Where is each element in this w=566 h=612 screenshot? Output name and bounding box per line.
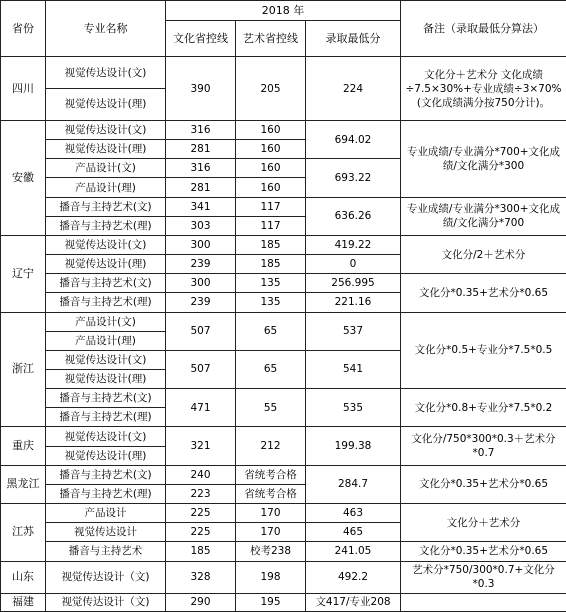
table-row [1, 542, 566, 561]
table-row [1, 427, 566, 446]
header-culture-line: 文化省控线 [166, 21, 236, 57]
min-score-cell: 0 [306, 255, 401, 274]
min-score-cell: 224 [306, 57, 401, 121]
art-line-cell: 校考238 [236, 542, 306, 561]
major-cell: 产品设计(文) [46, 159, 166, 178]
culture-line-cell: 328 [166, 561, 236, 593]
culture-line-cell: 300 [166, 235, 236, 254]
min-score-cell: 693.22 [306, 159, 401, 197]
remark-cell [401, 593, 566, 611]
table-row [1, 465, 566, 484]
table-row [1, 120, 566, 139]
art-line-cell: 135 [236, 293, 306, 312]
major-cell: 视觉传达设计（文) [46, 593, 166, 611]
remark-cell: 专业成绩/专业满分*700+文化成绩/文化满分*300 [401, 120, 566, 197]
remark-cell: 文化分*0.35+艺术分*0.65 [401, 274, 566, 312]
min-score-cell: 文417/专业208 [306, 593, 401, 611]
table-row [1, 274, 566, 293]
province-cell: 重庆 [1, 427, 46, 465]
art-line-cell: 212 [236, 427, 306, 465]
major-cell: 播音与主持艺术(文) [46, 197, 166, 216]
province-cell: 江苏 [1, 504, 46, 561]
art-line-cell: 160 [236, 178, 306, 197]
culture-line-cell: 507 [166, 312, 236, 350]
art-line-cell: 135 [236, 274, 306, 293]
culture-line-cell: 223 [166, 484, 236, 503]
header-remarks: 备注（录取最低分算法） [401, 1, 566, 57]
min-score-cell: 636.26 [306, 197, 401, 235]
culture-line-cell: 300 [166, 274, 236, 293]
major-cell: 播音与主持艺术(理) [46, 408, 166, 427]
header-art-line: 艺术省控线 [236, 21, 306, 57]
province-cell: 四川 [1, 57, 46, 121]
remark-cell: 文化分*0.5+专业分*7.5*0.5 [401, 312, 566, 389]
remark-cell: 文化分*0.8+专业分*7.5*0.2 [401, 389, 566, 427]
major-cell: 视觉传达设计 [46, 523, 166, 542]
min-score-cell: 284.7 [306, 465, 401, 503]
culture-line-cell: 240 [166, 465, 236, 484]
art-line-cell: 省统考合格 [236, 484, 306, 503]
major-cell: 视觉传达设计(文) [46, 350, 166, 369]
culture-line-cell: 281 [166, 178, 236, 197]
culture-line-cell: 281 [166, 140, 236, 159]
art-line-cell: 160 [236, 140, 306, 159]
header-province: 省份 [1, 1, 46, 57]
table-row [1, 593, 566, 611]
culture-line-cell: 507 [166, 350, 236, 388]
major-cell: 播音与主持艺术(理) [46, 216, 166, 235]
header-year: 2018 年 [166, 1, 401, 21]
major-cell: 播音与主持艺术 [46, 542, 166, 561]
province-cell: 浙江 [1, 312, 46, 427]
table-row [1, 312, 566, 331]
province-cell: 黑龙江 [1, 465, 46, 503]
min-score-cell: 463 [306, 504, 401, 523]
major-cell: 视觉传达设计(理) [46, 369, 166, 388]
major-cell: 产品设计(理) [46, 178, 166, 197]
min-score-cell: 221.16 [306, 293, 401, 312]
art-line-cell: 170 [236, 523, 306, 542]
major-cell: 视觉传达设计(文) [46, 57, 166, 88]
remark-cell: 专业成绩/专业满分*300+文化成绩/文化满分*700 [401, 197, 566, 235]
min-score-cell: 694.02 [306, 120, 401, 158]
header-min-score: 录取最低分 [306, 21, 401, 57]
major-cell: 视觉传达设计(理) [46, 446, 166, 465]
table-row [1, 235, 566, 254]
culture-line-cell: 239 [166, 255, 236, 274]
major-cell: 视觉传达设计(文) [46, 120, 166, 139]
culture-line-cell: 239 [166, 293, 236, 312]
table-row [1, 57, 566, 88]
remark-cell: 文化分/2＋艺术分 [401, 235, 566, 273]
art-line-cell: 117 [236, 216, 306, 235]
province-cell: 山东 [1, 561, 46, 593]
remark-cell: 艺术分*750/300*0.7+文化分*0.3 [401, 561, 566, 593]
province-cell: 福建 [1, 593, 46, 611]
header-major: 专业名称 [46, 1, 166, 57]
header-row-1 [1, 1, 566, 21]
remark-cell: 文化分*0.35+艺术分*0.65 [401, 542, 566, 561]
culture-line-cell: 316 [166, 120, 236, 139]
major-cell: 播音与主持艺术(理) [46, 293, 166, 312]
province-cell: 辽宁 [1, 235, 46, 312]
remark-cell: 文化分/750*300*0.3＋艺术分*0.7 [401, 427, 566, 465]
remark-cell: 文化分＋艺术分 [401, 504, 566, 542]
remark-cell: 文化分＋艺术分 文化成绩÷7.5×30%+专业成绩÷3×70%(文化成绩满分按750分计)。 [401, 57, 566, 121]
min-score-cell: 465 [306, 523, 401, 542]
min-score-cell: 541 [306, 350, 401, 388]
min-score-cell: 256.995 [306, 274, 401, 293]
min-score-cell: 492.2 [306, 561, 401, 593]
major-cell: 视觉传达设计(理) [46, 140, 166, 159]
art-line-cell: 省统考合格 [236, 465, 306, 484]
art-line-cell: 205 [236, 57, 306, 121]
culture-line-cell: 471 [166, 389, 236, 427]
major-cell: 视觉传达设计(文) [46, 235, 166, 254]
table-row [1, 197, 566, 216]
table-row [1, 504, 566, 523]
art-line-cell: 160 [236, 159, 306, 178]
min-score-cell: 535 [306, 389, 401, 427]
culture-line-cell: 185 [166, 542, 236, 561]
art-line-cell: 198 [236, 561, 306, 593]
art-line-cell: 170 [236, 504, 306, 523]
major-cell: 产品设计(文) [46, 312, 166, 331]
major-cell: 播音与主持艺术(理) [46, 484, 166, 503]
major-cell: 产品设计 [46, 504, 166, 523]
culture-line-cell: 303 [166, 216, 236, 235]
culture-line-cell: 321 [166, 427, 236, 465]
art-line-cell: 55 [236, 389, 306, 427]
remark-cell: 文化分*0.35+艺术分*0.65 [401, 465, 566, 503]
table-row [1, 389, 566, 408]
min-score-cell: 199.38 [306, 427, 401, 465]
major-cell: 播音与主持艺术(文) [46, 465, 166, 484]
art-line-cell: 65 [236, 312, 306, 350]
culture-line-cell: 390 [166, 57, 236, 121]
major-cell: 播音与主持艺术(文) [46, 274, 166, 293]
culture-line-cell: 316 [166, 159, 236, 178]
culture-line-cell: 341 [166, 197, 236, 216]
min-score-cell: 419.22 [306, 235, 401, 254]
major-cell: 视觉传达设计(文) [46, 427, 166, 446]
culture-line-cell: 225 [166, 504, 236, 523]
min-score-cell: 537 [306, 312, 401, 350]
major-cell: 视觉传达设计(理) [46, 88, 166, 120]
min-score-cell: 241.05 [306, 542, 401, 561]
art-line-cell: 185 [236, 235, 306, 254]
major-cell: 播音与主持艺术(文) [46, 389, 166, 408]
culture-line-cell: 290 [166, 593, 236, 611]
province-cell: 安徽 [1, 120, 46, 235]
art-line-cell: 65 [236, 350, 306, 388]
art-line-cell: 160 [236, 120, 306, 139]
art-line-cell: 195 [236, 593, 306, 611]
culture-line-cell: 225 [166, 523, 236, 542]
art-line-cell: 117 [236, 197, 306, 216]
art-line-cell: 185 [236, 255, 306, 274]
major-cell: 视觉传达设计(理) [46, 255, 166, 274]
major-cell: 产品设计(理) [46, 331, 166, 350]
major-cell: 视觉传达设计（文) [46, 561, 166, 593]
table-row [1, 561, 566, 593]
